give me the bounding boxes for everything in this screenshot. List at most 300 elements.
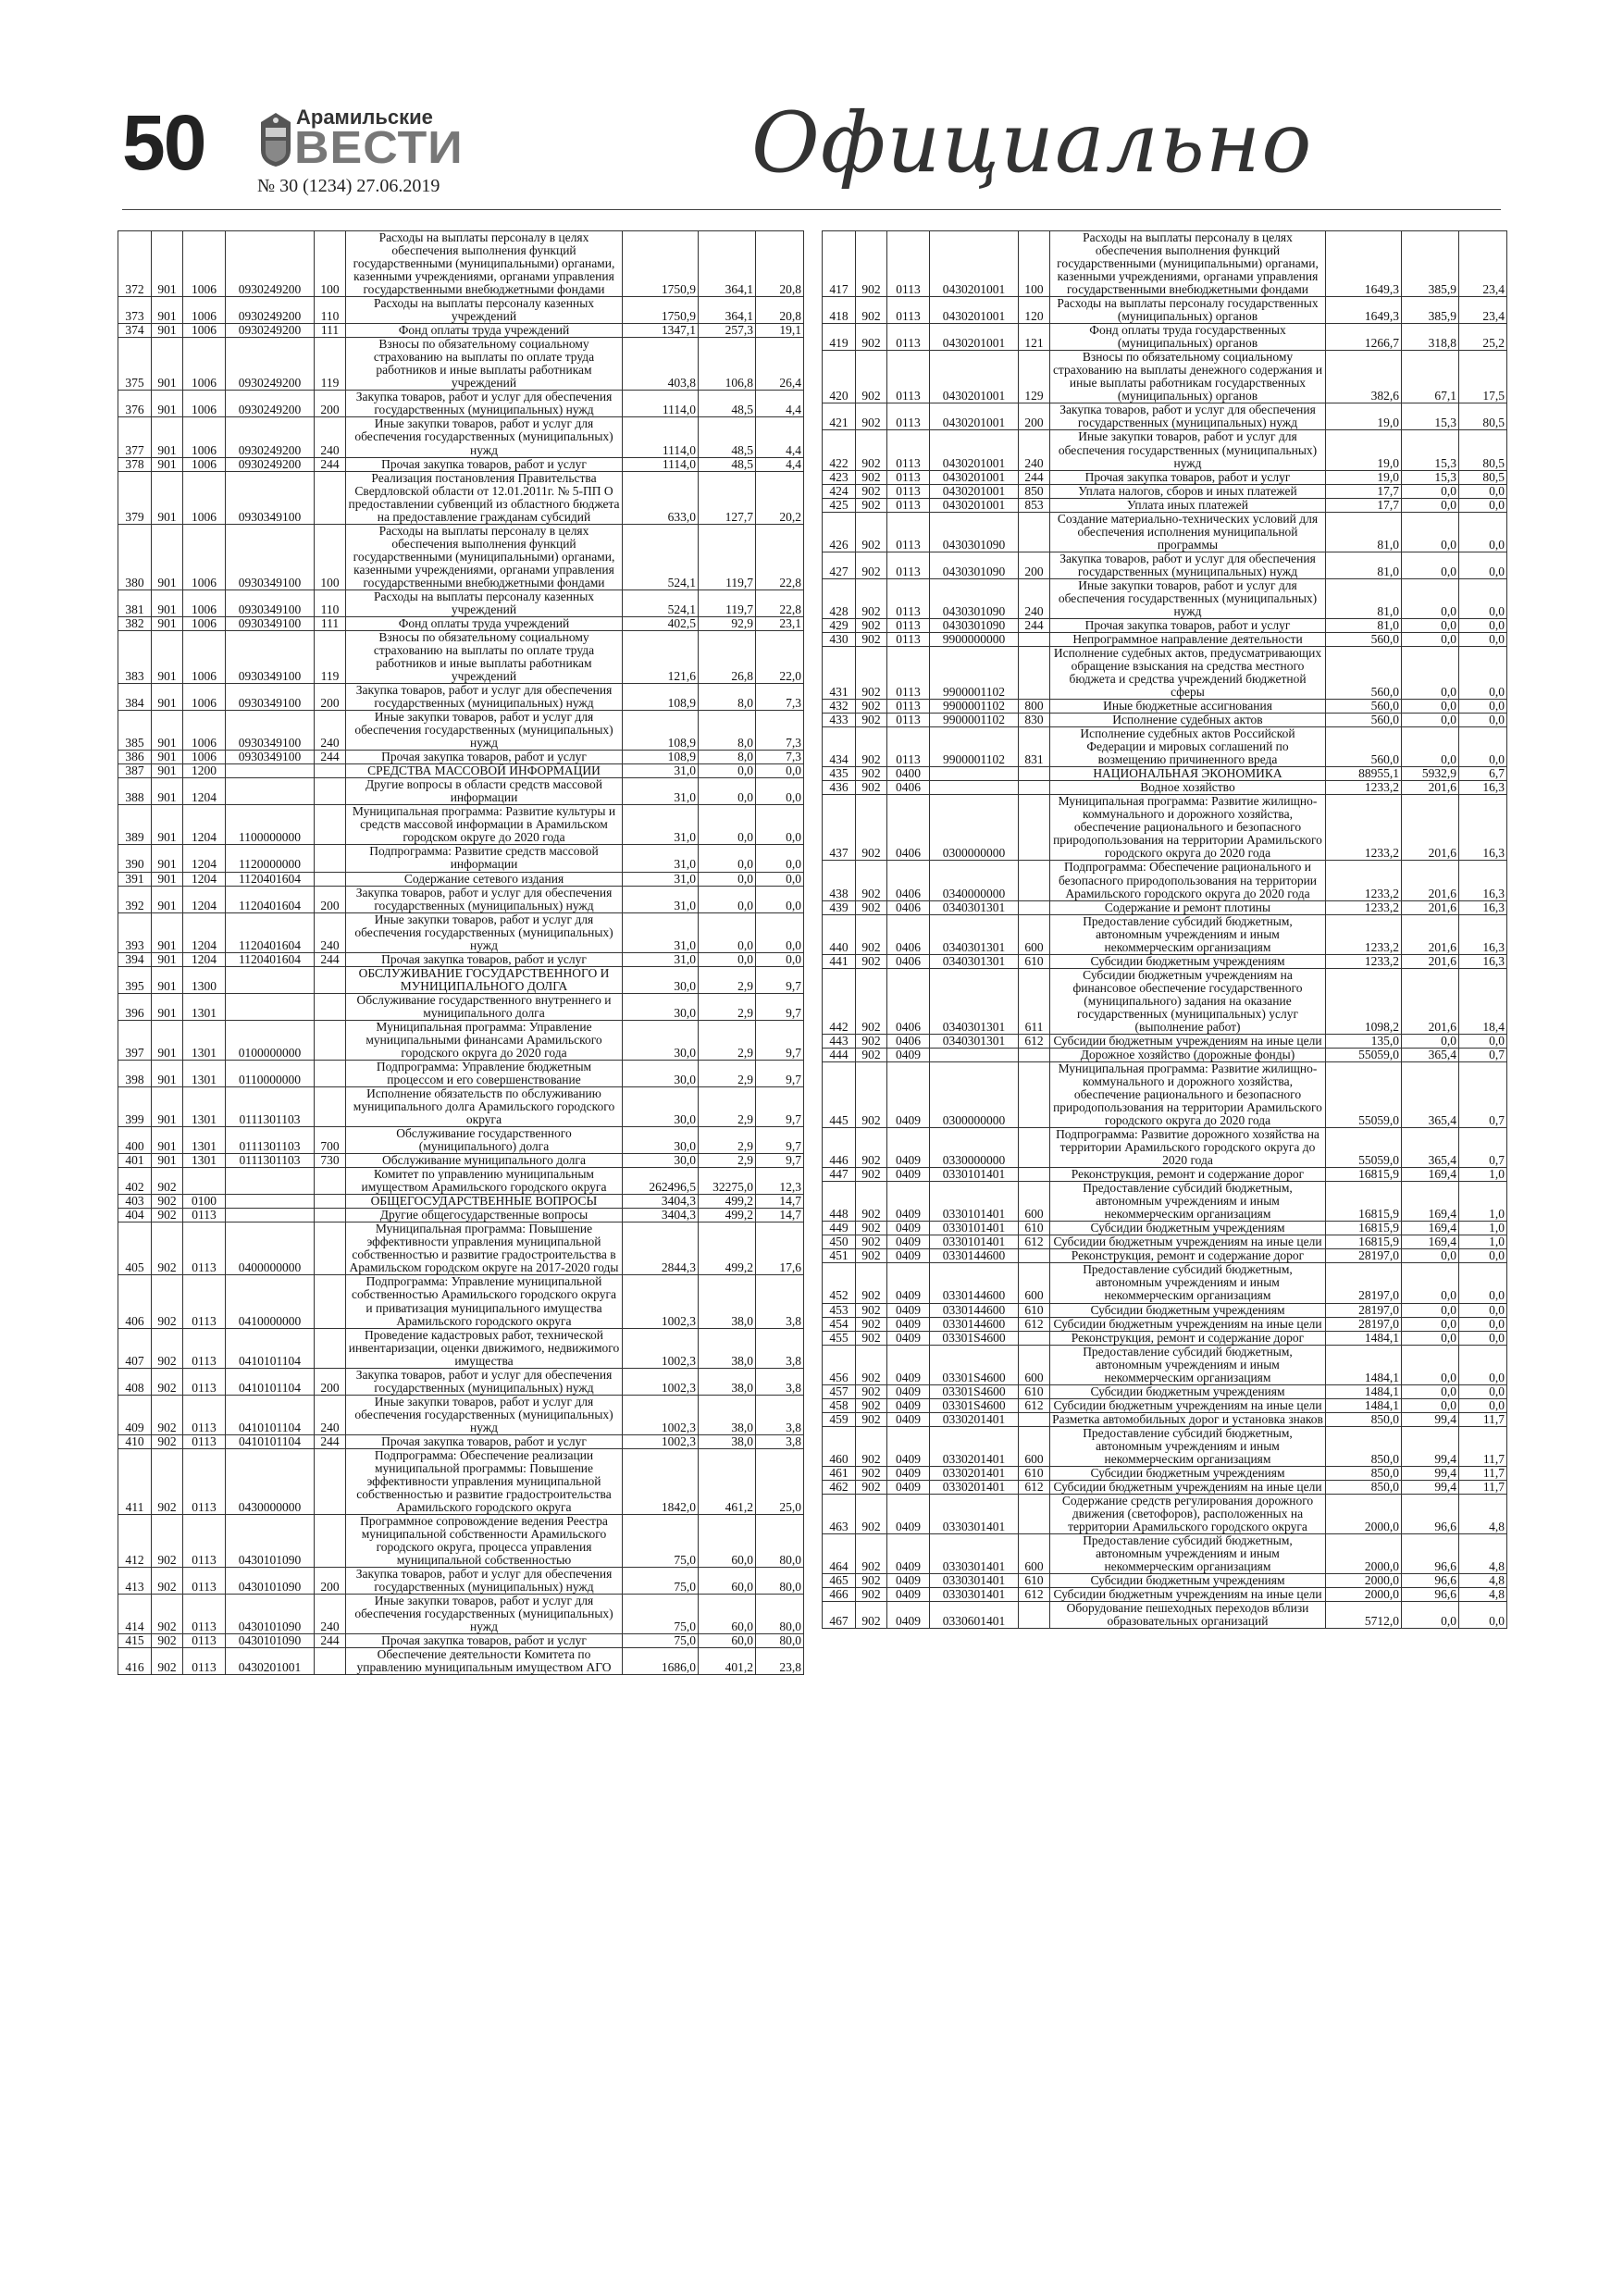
expense-type-cell xyxy=(1019,632,1050,646)
target-article-cell: 0111301103 xyxy=(226,1087,315,1127)
expense-type-cell: 853 xyxy=(1019,498,1050,512)
table-row xyxy=(118,391,804,417)
department-code-cell: 901 xyxy=(152,764,183,778)
executed-amount-cell: 99,4 xyxy=(1402,1426,1459,1466)
row-number-cell: 420 xyxy=(823,351,856,403)
row-number-cell: 439 xyxy=(823,900,856,914)
expense-type-cell xyxy=(1019,767,1050,781)
department-code-cell: 902 xyxy=(856,914,887,954)
section-code-cell: 0113 xyxy=(887,552,930,578)
executed-amount-cell: 0,0 xyxy=(699,845,756,872)
execution-percent-cell: 80,5 xyxy=(1459,430,1507,470)
planned-amount-cell: 2000,0 xyxy=(1326,1574,1402,1588)
description-cell: Подпрограмма: Управление муниципальной собственностью Арамильского городского округа и приватизация муниципального имущества Арамильского городского округа xyxy=(346,1275,623,1328)
description-cell: Иные закупки товаров, работ и услуг для обеспечения государственных (муниципальных) нужд xyxy=(346,711,623,751)
row-number-cell: 377 xyxy=(118,417,152,457)
table-row xyxy=(823,351,1507,403)
execution-percent-cell: 80,0 xyxy=(756,1515,804,1568)
row-number-cell: 409 xyxy=(118,1395,152,1434)
target-article-cell: 0430101090 xyxy=(226,1595,315,1634)
planned-amount-cell: 1233,2 xyxy=(1326,781,1402,795)
target-article-cell: 0930249200 xyxy=(226,231,315,297)
target-article-cell: 0930349100 xyxy=(226,471,315,524)
section-code-cell xyxy=(183,1168,226,1195)
section-code-cell: 1204 xyxy=(183,805,226,845)
section-code-cell: 0409 xyxy=(887,1249,930,1263)
department-code-cell: 902 xyxy=(856,1034,887,1048)
description-cell: Подпрограмма: Развитие дорожного хозяйства на территории Арамильского городского округа до 2020 года xyxy=(1050,1128,1326,1168)
table-row xyxy=(823,498,1507,512)
planned-amount-cell: 560,0 xyxy=(1326,700,1402,714)
budget-table-left xyxy=(118,230,804,1675)
planned-amount-cell: 402,5 xyxy=(623,616,699,630)
target-article-cell: 0930349100 xyxy=(226,590,315,616)
execution-percent-cell: 7,3 xyxy=(756,684,804,711)
target-article-cell: 0410101104 xyxy=(226,1328,315,1368)
department-code-cell: 902 xyxy=(152,1568,183,1595)
department-code-cell: 901 xyxy=(152,457,183,471)
execution-percent-cell: 0,0 xyxy=(1459,646,1507,699)
department-code-cell: 901 xyxy=(152,1020,183,1060)
description-cell: Прочая закупка товаров, работ и услуг xyxy=(346,457,623,471)
planned-amount-cell: 1002,3 xyxy=(623,1395,699,1434)
executed-amount-cell: 99,4 xyxy=(1402,1466,1459,1480)
table-row xyxy=(118,751,804,764)
department-code-cell: 902 xyxy=(856,1574,887,1588)
row-number-cell: 382 xyxy=(118,616,152,630)
row-number-cell: 457 xyxy=(823,1384,856,1398)
section-code-cell: 0409 xyxy=(887,1222,930,1235)
section-code-cell: 0406 xyxy=(887,795,930,861)
planned-amount-cell: 31,0 xyxy=(623,886,699,912)
table-row xyxy=(118,966,804,993)
target-article-cell: 0430201001 xyxy=(226,1648,315,1675)
target-article-cell: 0410101104 xyxy=(226,1395,315,1434)
department-code-cell: 902 xyxy=(152,1222,183,1275)
execution-percent-cell: 22,0 xyxy=(756,630,804,683)
description-cell: Закупка товаров, работ и услуг для обеспечения государственных (муниципальных) нужд xyxy=(346,1568,623,1595)
row-number-cell: 423 xyxy=(823,470,856,484)
row-number-cell: 448 xyxy=(823,1182,856,1222)
section-code-cell: 0113 xyxy=(183,1515,226,1568)
executed-amount-cell: 127,7 xyxy=(699,471,756,524)
target-article-cell: 0930349100 xyxy=(226,684,315,711)
executed-amount-cell: 365,4 xyxy=(1402,1061,1459,1127)
section-code-cell: 0113 xyxy=(887,714,930,727)
executed-amount-cell: 0,0 xyxy=(1402,552,1459,578)
executed-amount-cell: 0,0 xyxy=(1402,1317,1459,1331)
target-article-cell: 03301S4600 xyxy=(930,1345,1019,1384)
section-code-cell: 0409 xyxy=(887,1602,930,1629)
section-code-cell: 0409 xyxy=(887,1494,930,1533)
department-code-cell: 902 xyxy=(856,1412,887,1426)
row-number-cell: 375 xyxy=(118,338,152,391)
department-code-cell: 902 xyxy=(856,1426,887,1466)
row-number-cell: 465 xyxy=(823,1574,856,1588)
planned-amount-cell: 31,0 xyxy=(623,845,699,872)
table-row xyxy=(823,900,1507,914)
execution-percent-cell: 0,0 xyxy=(756,886,804,912)
planned-amount-cell: 17,7 xyxy=(1326,498,1402,512)
description-cell: Прочая закупка товаров, работ и услуг xyxy=(1050,470,1326,484)
planned-amount-cell: 31,0 xyxy=(623,912,699,952)
planned-amount-cell: 88955,1 xyxy=(1326,767,1402,781)
section-code-cell: 0113 xyxy=(887,727,930,767)
table-row xyxy=(823,714,1507,727)
execution-percent-cell: 0,0 xyxy=(756,845,804,872)
execution-percent-cell: 20,8 xyxy=(756,297,804,324)
target-article-cell: 1120401604 xyxy=(226,912,315,952)
executed-amount-cell: 60,0 xyxy=(699,1634,756,1648)
target-article-cell: 03301S4600 xyxy=(930,1398,1019,1412)
row-number-cell: 421 xyxy=(823,403,856,430)
table-row xyxy=(118,912,804,952)
section-code-cell: 1006 xyxy=(183,417,226,457)
execution-percent-cell: 23,4 xyxy=(1459,231,1507,297)
execution-percent-cell: 25,2 xyxy=(1459,324,1507,351)
target-article-cell xyxy=(226,993,315,1020)
description-cell: Проведение кадастровых работ, технической инвентаризации, оценки движимого, недвижимого имущества xyxy=(346,1328,623,1368)
execution-percent-cell: 25,0 xyxy=(756,1448,804,1514)
execution-percent-cell: 4,4 xyxy=(756,457,804,471)
table-row xyxy=(118,590,804,616)
executed-amount-cell: 0,0 xyxy=(699,952,756,966)
department-code-cell: 901 xyxy=(152,524,183,590)
department-code-cell: 902 xyxy=(152,1595,183,1634)
target-article-cell: 0430201001 xyxy=(930,498,1019,512)
executed-amount-cell: 48,5 xyxy=(699,391,756,417)
description-cell: Обслуживание муниципального долга xyxy=(346,1154,623,1168)
row-number-cell: 453 xyxy=(823,1303,856,1317)
target-article-cell: 0340301301 xyxy=(930,900,1019,914)
execution-percent-cell: 0,0 xyxy=(1459,1303,1507,1317)
department-code-cell: 901 xyxy=(152,417,183,457)
planned-amount-cell: 1842,0 xyxy=(623,1448,699,1514)
planned-amount-cell: 30,0 xyxy=(623,966,699,993)
table-row xyxy=(118,1395,804,1434)
executed-amount-cell: 201,6 xyxy=(1402,954,1459,968)
expense-type-cell xyxy=(315,1060,346,1086)
department-code-cell: 901 xyxy=(152,297,183,324)
planned-amount-cell: 1233,2 xyxy=(1326,954,1402,968)
target-article-cell: 0930349100 xyxy=(226,630,315,683)
execution-percent-cell: 3,8 xyxy=(756,1395,804,1434)
description-cell: Прочая закупка товаров, работ и услуг xyxy=(1050,618,1326,632)
target-article-cell: 0330301401 xyxy=(930,1494,1019,1533)
planned-amount-cell: 1114,0 xyxy=(623,391,699,417)
planned-amount-cell: 108,9 xyxy=(623,684,699,711)
table-row xyxy=(823,1494,1507,1533)
planned-amount-cell: 30,0 xyxy=(623,1154,699,1168)
execution-percent-cell: 11,7 xyxy=(1459,1480,1507,1494)
expense-type-cell: 244 xyxy=(315,457,346,471)
expense-type-cell xyxy=(315,778,346,805)
table-row xyxy=(823,1182,1507,1222)
expense-type-cell: 240 xyxy=(315,417,346,457)
section-code-cell: 0409 xyxy=(887,1466,930,1480)
newspaper-logo xyxy=(257,102,479,176)
description-cell: Исполнение судебных актов, предусматривающих обращение взыскания на средства местного бюджета и средства учреждений бюджетной сферы xyxy=(1050,646,1326,699)
department-code-cell: 902 xyxy=(856,954,887,968)
description-cell: Расходы на выплаты персоналу в целях обеспечения выполнения функций государственными (муниципальными) органами, казенными учреждениями, органами управления государственными внебюджетными фондами xyxy=(346,524,623,590)
table-row xyxy=(118,1515,804,1568)
row-number-cell: 436 xyxy=(823,781,856,795)
planned-amount-cell: 81,0 xyxy=(1326,512,1402,552)
section-code-cell: 1204 xyxy=(183,778,226,805)
description-cell: Иные закупки товаров, работ и услуг для обеспечения государственных (муниципальных) нужд xyxy=(346,912,623,952)
execution-percent-cell: 7,3 xyxy=(756,711,804,751)
page-number: 50 xyxy=(122,99,205,186)
expense-type-cell: 119 xyxy=(315,338,346,391)
table-row xyxy=(823,1048,1507,1061)
execution-percent-cell: 1,0 xyxy=(1459,1168,1507,1182)
department-code-cell: 902 xyxy=(152,1328,183,1368)
planned-amount-cell: 1484,1 xyxy=(1326,1398,1402,1412)
department-code-cell: 902 xyxy=(856,1480,887,1494)
description-cell: Подпрограмма: Развитие средств массовой информации xyxy=(346,845,623,872)
department-code-cell: 902 xyxy=(856,1534,887,1574)
description-cell: Субсидии бюджетным учреждениям xyxy=(1050,1384,1326,1398)
section-code-cell: 0406 xyxy=(887,954,930,968)
planned-amount-cell: 81,0 xyxy=(1326,618,1402,632)
executed-amount-cell: 257,3 xyxy=(699,324,756,338)
description-cell: Субсидии бюджетным учреждениям xyxy=(1050,954,1326,968)
row-number-cell: 434 xyxy=(823,727,856,767)
table-row xyxy=(823,700,1507,714)
table-row xyxy=(823,861,1507,900)
department-code-cell: 902 xyxy=(856,297,887,324)
table-row xyxy=(823,1263,1507,1303)
expense-type-cell: 610 xyxy=(1019,1574,1050,1588)
execution-percent-cell: 3,8 xyxy=(756,1275,804,1328)
department-code-cell: 902 xyxy=(856,795,887,861)
planned-amount-cell: 19,0 xyxy=(1326,470,1402,484)
row-number-cell: 381 xyxy=(118,590,152,616)
executed-amount-cell: 0,0 xyxy=(1402,1602,1459,1629)
planned-amount-cell: 1233,2 xyxy=(1326,900,1402,914)
executed-amount-cell: 0,0 xyxy=(1402,618,1459,632)
target-article-cell: 0430301090 xyxy=(930,618,1019,632)
planned-amount-cell: 81,0 xyxy=(1326,578,1402,618)
section-code-cell: 1301 xyxy=(183,1060,226,1086)
section-code-cell: 0409 xyxy=(887,1398,930,1412)
table-row xyxy=(118,471,804,524)
executed-amount-cell: 401,2 xyxy=(699,1648,756,1675)
row-number-cell: 446 xyxy=(823,1128,856,1168)
execution-percent-cell: 0,0 xyxy=(1459,1398,1507,1412)
department-code-cell: 902 xyxy=(856,1602,887,1629)
executed-amount-cell: 38,0 xyxy=(699,1275,756,1328)
section-code-cell: 1006 xyxy=(183,457,226,471)
expense-type-cell: 612 xyxy=(1019,1398,1050,1412)
section-code-cell: 0409 xyxy=(887,1574,930,1588)
row-number-cell: 400 xyxy=(118,1127,152,1154)
target-article-cell xyxy=(226,1209,315,1222)
executed-amount-cell: 48,5 xyxy=(699,457,756,471)
execution-percent-cell: 9,7 xyxy=(756,1154,804,1168)
execution-percent-cell: 0,0 xyxy=(756,764,804,778)
description-cell: Закупка товаров, работ и услуг для обеспечения государственных (муниципальных) нужд xyxy=(1050,403,1326,430)
planned-amount-cell: 75,0 xyxy=(623,1595,699,1634)
target-article-cell: 0430101090 xyxy=(226,1568,315,1595)
target-article-cell: 0111301103 xyxy=(226,1154,315,1168)
description-cell: Муниципальная программа: Развитие жилищно-коммунального и дорожного хозяйства, обеспечение рационального и безопасного природопользования на территории Арамильского городского округа до 2020 года xyxy=(1050,1061,1326,1127)
expense-type-cell: 200 xyxy=(315,391,346,417)
description-cell: Обеспечение деятельности Комитета по управлению муниципальным имуществом АГО xyxy=(346,1648,623,1675)
newspaper-name-small: Арамильские xyxy=(296,105,433,129)
row-number-cell: 383 xyxy=(118,630,152,683)
planned-amount-cell: 1002,3 xyxy=(623,1434,699,1448)
target-article-cell: 0930249200 xyxy=(226,324,315,338)
expense-type-cell xyxy=(1019,1061,1050,1127)
execution-percent-cell: 9,7 xyxy=(756,1020,804,1060)
row-number-cell: 462 xyxy=(823,1480,856,1494)
description-cell: Уплата иных платежей xyxy=(1050,498,1326,512)
expense-type-cell xyxy=(1019,781,1050,795)
description-cell: Предоставление субсидий бюджетным, автономным учреждениям и иным некоммерческим организациям xyxy=(1050,1263,1326,1303)
executed-amount-cell: 0,0 xyxy=(699,778,756,805)
row-number-cell: 419 xyxy=(823,324,856,351)
section-code-cell: 0409 xyxy=(887,1182,930,1222)
department-code-cell: 902 xyxy=(856,968,887,1034)
planned-amount-cell: 850,0 xyxy=(1326,1480,1402,1494)
section-code-cell: 0113 xyxy=(183,1634,226,1648)
table-row xyxy=(823,512,1507,552)
planned-amount-cell: 75,0 xyxy=(623,1515,699,1568)
target-article-cell: 0330144600 xyxy=(930,1303,1019,1317)
table-row xyxy=(823,552,1507,578)
table-row xyxy=(118,845,804,872)
row-number-cell: 390 xyxy=(118,845,152,872)
planned-amount-cell: 16815,9 xyxy=(1326,1235,1402,1249)
executed-amount-cell: 318,8 xyxy=(1402,324,1459,351)
expense-type-cell xyxy=(1019,795,1050,861)
target-article-cell xyxy=(930,767,1019,781)
executed-amount-cell: 99,4 xyxy=(1402,1480,1459,1494)
row-number-cell: 458 xyxy=(823,1398,856,1412)
planned-amount-cell: 3404,3 xyxy=(623,1195,699,1209)
planned-amount-cell: 55059,0 xyxy=(1326,1048,1402,1061)
planned-amount-cell: 850,0 xyxy=(1326,1426,1402,1466)
expense-type-cell: 119 xyxy=(315,630,346,683)
target-article-cell: 0340000000 xyxy=(930,861,1019,900)
row-number-cell: 425 xyxy=(823,498,856,512)
planned-amount-cell: 81,0 xyxy=(1326,552,1402,578)
description-cell: Субсидии бюджетным учреждениям на финансовое обеспечение государственного (муниципального) задания на оказание государственных (муниципальных) услуг (выполнение работ) xyxy=(1050,968,1326,1034)
target-article-cell: 0300000000 xyxy=(930,1061,1019,1127)
execution-percent-cell: 4,8 xyxy=(1459,1588,1507,1602)
expense-type-cell xyxy=(315,1195,346,1209)
department-code-cell: 902 xyxy=(856,324,887,351)
description-cell: Взносы по обязательному социальному страхованию на выплаты по оплате труда работников и иные выплаты работникам учреждений xyxy=(346,338,623,391)
target-article-cell: 0430301090 xyxy=(930,512,1019,552)
row-number-cell: 445 xyxy=(823,1061,856,1127)
target-article-cell: 0330144600 xyxy=(930,1263,1019,1303)
section-code-cell: 1006 xyxy=(183,711,226,751)
execution-percent-cell: 18,4 xyxy=(1459,968,1507,1034)
section-code-cell: 1006 xyxy=(183,324,226,338)
table-row xyxy=(823,1384,1507,1398)
table-row xyxy=(823,1588,1507,1602)
expense-type-cell: 600 xyxy=(1019,1182,1050,1222)
row-number-cell: 372 xyxy=(118,231,152,297)
department-code-cell: 902 xyxy=(856,767,887,781)
department-code-cell: 902 xyxy=(856,900,887,914)
target-article-cell: 0330301401 xyxy=(930,1574,1019,1588)
table-row xyxy=(118,872,804,886)
description-cell: Иные бюджетные ассигнования xyxy=(1050,700,1326,714)
executed-amount-cell: 8,0 xyxy=(699,751,756,764)
execution-percent-cell: 26,4 xyxy=(756,338,804,391)
table-row xyxy=(823,1480,1507,1494)
section-code-cell: 0409 xyxy=(887,1128,930,1168)
executed-amount-cell: 169,4 xyxy=(1402,1222,1459,1235)
planned-amount-cell: 2844,3 xyxy=(623,1222,699,1275)
row-number-cell: 432 xyxy=(823,700,856,714)
row-number-cell: 394 xyxy=(118,952,152,966)
executed-amount-cell: 0,0 xyxy=(699,886,756,912)
department-code-cell: 902 xyxy=(152,1434,183,1448)
description-cell: Муниципальная программа: Развитие жилищно-коммунального и дорожного хозяйства, обеспечение рационального и безопасного природопользования на территории Арамильского городского округа до 2020 года xyxy=(1050,795,1326,861)
row-number-cell: 389 xyxy=(118,805,152,845)
description-cell: Исполнение судебных актов xyxy=(1050,714,1326,727)
row-number-cell: 447 xyxy=(823,1168,856,1182)
description-cell: Предоставление субсидий бюджетным, автономным учреждениям и иным некоммерческим организациям xyxy=(1050,914,1326,954)
expense-type-cell: 120 xyxy=(1019,297,1050,324)
row-number-cell: 391 xyxy=(118,872,152,886)
section-code-cell: 1204 xyxy=(183,845,226,872)
executed-amount-cell: 67,1 xyxy=(1402,351,1459,403)
description-cell: Субсидии бюджетным учреждениям на иные цели xyxy=(1050,1317,1326,1331)
table-row xyxy=(823,646,1507,699)
target-article-cell: 0330101401 xyxy=(930,1168,1019,1182)
expense-type-cell: 700 xyxy=(315,1127,346,1154)
target-article-cell: 0930349100 xyxy=(226,524,315,590)
planned-amount-cell: 403,8 xyxy=(623,338,699,391)
department-code-cell: 902 xyxy=(152,1195,183,1209)
planned-amount-cell: 75,0 xyxy=(623,1568,699,1595)
description-cell: Прочая закупка товаров, работ и услуг xyxy=(346,1634,623,1648)
row-number-cell: 428 xyxy=(823,578,856,618)
target-article-cell: 0330201401 xyxy=(930,1480,1019,1494)
row-number-cell: 406 xyxy=(118,1275,152,1328)
execution-percent-cell: 0,0 xyxy=(1459,727,1507,767)
execution-percent-cell: 80,0 xyxy=(756,1568,804,1595)
description-cell: Субсидии бюджетным учреждениям на иные цели xyxy=(1050,1588,1326,1602)
section-code-cell: 1006 xyxy=(183,616,226,630)
executed-amount-cell: 96,6 xyxy=(1402,1534,1459,1574)
table-row xyxy=(118,764,804,778)
execution-percent-cell: 1,0 xyxy=(1459,1222,1507,1235)
department-code-cell: 901 xyxy=(152,1154,183,1168)
department-code-cell: 902 xyxy=(152,1368,183,1395)
target-article-cell: 0340301301 xyxy=(930,1034,1019,1048)
expense-type-cell xyxy=(1019,512,1050,552)
section-code-cell: 0406 xyxy=(887,968,930,1034)
table-row xyxy=(823,403,1507,430)
target-article-cell: 0930249200 xyxy=(226,417,315,457)
execution-percent-cell: 16,3 xyxy=(1459,795,1507,861)
execution-percent-cell: 3,8 xyxy=(756,1434,804,1448)
target-article-cell: 0330601401 xyxy=(930,1602,1019,1629)
expense-type-cell: 111 xyxy=(315,616,346,630)
table-row xyxy=(823,297,1507,324)
row-number-cell: 441 xyxy=(823,954,856,968)
expense-type-cell: 730 xyxy=(315,1154,346,1168)
section-code-cell: 0409 xyxy=(887,1303,930,1317)
department-code-cell: 901 xyxy=(152,751,183,764)
department-code-cell: 902 xyxy=(152,1634,183,1648)
